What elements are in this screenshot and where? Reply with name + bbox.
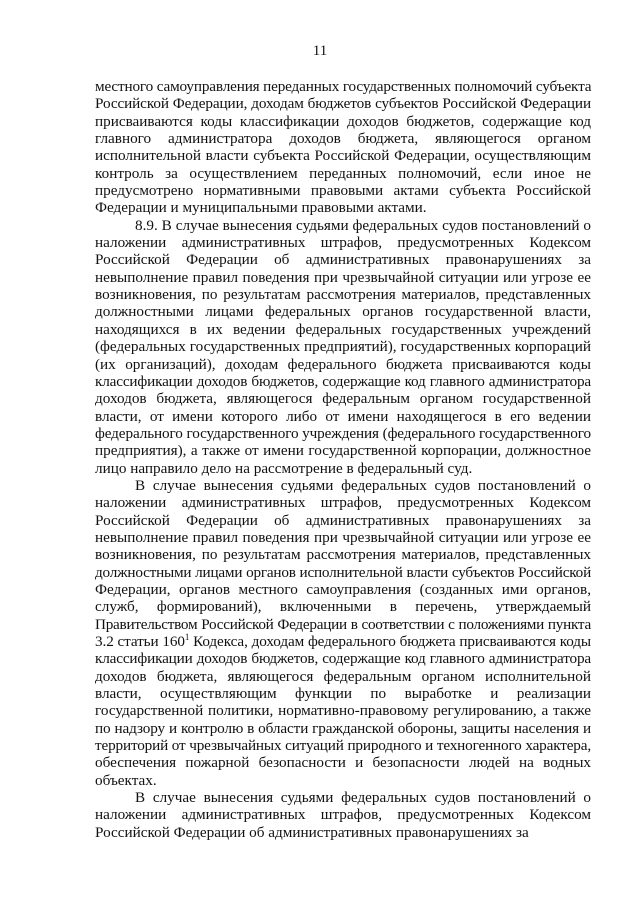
page-number: 11 <box>312 43 328 59</box>
text-line: предусмотрено нормативными правовыми актами субъекта Российской <box>95 182 591 200</box>
text-line: Федерации и муниципальными правовыми актами. <box>95 199 427 217</box>
text-line: В случае вынесения судьями федеральных судов постановлений о <box>135 476 591 494</box>
text-line: главного администратора доходов бюджета, являющегося органом <box>95 130 591 148</box>
paragraph <box>95 78 591 217</box>
text-line: возникновения, по результатам рассмотрения материалов, представленных <box>95 546 591 564</box>
text-line: Российской Федерации об административных правонарушениях за <box>95 251 591 269</box>
text-line: присваиваются коды классификации доходов бюджетов, содержащие код <box>95 112 591 130</box>
document-body <box>95 78 591 841</box>
text-line: (федеральных государственных предприятий), государственных корпораций <box>95 338 591 356</box>
text-line: (их организаций), доходам федерального бюджета присваиваются коды <box>95 355 591 373</box>
text-line: власти, осуществляющим функции по выработке и реализации <box>95 685 591 703</box>
text-line: лицо направило дело на рассмотрение в федеральный суд. <box>95 459 473 477</box>
text-segment: 3.2 статьи 160 <box>95 633 185 650</box>
text-line: наложении административных штрафов, предусмотренных Кодексом <box>95 234 591 252</box>
superscript: 1 <box>184 632 190 642</box>
text-line: Российской Федерации об административных правонарушениях за <box>95 823 529 841</box>
text-line: предприятия), а также от имени государственной корпорации, должностное <box>95 442 591 460</box>
paragraph <box>95 789 591 841</box>
text-line: власти, от имени которого либо от имени находящегося в его ведении <box>95 407 591 425</box>
text-line: доходов бюджета, являющегося федеральным органом государственной <box>95 390 591 408</box>
text-line: обеспечения пожарной безопасности и безопасности людей на водных <box>95 754 591 772</box>
paragraph <box>95 477 591 789</box>
text-line: классификации доходов бюджетов, содержащие код главного администратора <box>95 650 591 668</box>
text-line: Российской Федерации об административных правонарушениях за <box>95 511 591 529</box>
text-line: наложении административных штрафов, предусмотренных Кодексом <box>95 494 591 512</box>
text-line: должностными лицами органов исполнительной власти субъектов Российской <box>95 563 591 581</box>
text-line: невыполнение правил поведения при чрезвычайной ситуации или угрозе ее <box>95 528 591 546</box>
text-line: Федерации, органов местного самоуправления (созданных ими органов, <box>95 580 591 598</box>
text-line: наложении административных штрафов, предусмотренных Кодексом <box>95 806 591 824</box>
paragraph <box>95 217 591 477</box>
text-line: находящихся в их ведении федеральных государственных учреждений <box>95 320 591 338</box>
text-line: по надзору и контролю в области гражданской обороны, защиты населения и <box>95 719 591 737</box>
text-line: Российской Федерации, доходам бюджетов субъектов Российской Федерации <box>95 95 591 113</box>
text-line: 8.9. В случае вынесения судьями федеральных судов постановлений о <box>135 216 591 234</box>
text-line: контроль за осуществлением переданных полномочий, если иное не <box>95 164 591 182</box>
text-line: Правительством Российской Федерации в соответствии с положениями пункта <box>95 615 591 633</box>
text-line: государственной политики, нормативно-правовому регулированию, а также <box>95 702 591 720</box>
text-line: В случае вынесения судьями федеральных судов постановлений о <box>135 789 591 807</box>
text-line: федерального государственного учреждения (федерального государственного <box>95 424 592 442</box>
text-line: доходов бюджета, являющегося федеральным органом исполнительной <box>95 667 591 685</box>
text-line: должностными лицами федеральных органов государственной власти, <box>95 303 591 321</box>
text-line: исполнительной власти субъекта Российской Федерации, осуществляющим <box>95 147 591 165</box>
text-line: невыполнение правил поведения при чрезвычайной ситуации или угрозе ее <box>95 268 591 286</box>
text-segment: Кодекса, доходам федерального бюджета присваиваются коды <box>189 633 592 650</box>
text-line: возникновения, по результатам рассмотрения материалов, представленных <box>95 286 591 304</box>
text-line: территорий от чрезвычайных ситуаций природного и техногенного характера, <box>95 737 591 755</box>
text-line: классификации доходов бюджетов, содержащие код главного администратора <box>95 372 591 390</box>
text-line: объектах. <box>95 771 157 789</box>
text-line: местного самоуправления переданных государственных полномочий субъекта <box>95 78 592 95</box>
text-line: служб, формирований), включенными в перечень, утверждаемый <box>95 598 591 616</box>
text-line <box>95 633 591 650</box>
